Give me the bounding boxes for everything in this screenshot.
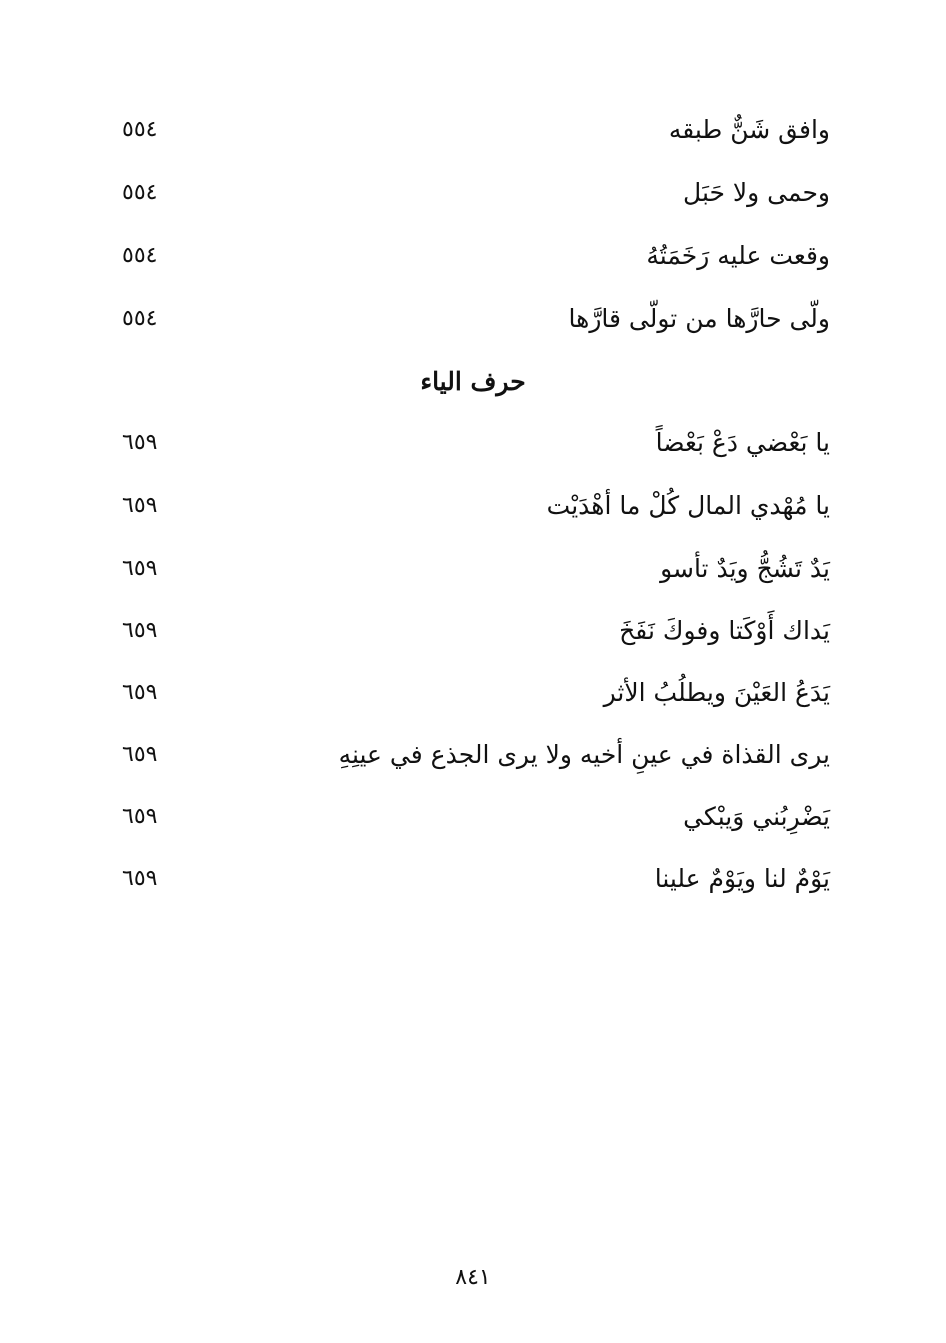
page-reference: ٦٥٩ — [122, 680, 158, 705]
index-entry — [110, 486, 830, 534]
page-reference: ٦٥٩ — [122, 804, 158, 829]
index-entry — [110, 859, 830, 907]
page-reference: ٦٥٩ — [122, 866, 158, 891]
proverb-text: يا مُهْدي المال كُلْ ما أهْدَيْت — [546, 491, 830, 520]
proverb-text: يَوْمٌ لنا ويَوْمٌ علينا — [654, 864, 830, 893]
proverb-text: يَدٌ تَشُجُّ ويَدٌ تأسو — [660, 554, 830, 583]
page-number: ٨٤١ — [455, 1265, 491, 1290]
page-reference: ٥٥٤ — [122, 243, 158, 268]
section-heading: حرف الياء — [420, 367, 526, 396]
proverb-text: وحمى ولا حَبَل — [683, 178, 830, 207]
proverb-text: يَضْرِبُني وَيبْكي — [683, 802, 830, 831]
page-reference: ٥٥٤ — [122, 180, 158, 205]
page-reference: ٦٥٩ — [122, 742, 158, 767]
index-entry — [110, 423, 830, 471]
index-entry — [110, 673, 830, 721]
index-entry — [110, 549, 830, 597]
page-reference: ٦٥٩ — [122, 493, 158, 518]
index-entry — [110, 110, 830, 158]
proverb-text: ولّى حارَّها من تولّى قارَّها — [568, 304, 830, 333]
index-entry — [110, 797, 830, 845]
index-entry — [110, 611, 830, 659]
proverb-text: يا بَعْضي دَعْ بَعْضاً — [655, 428, 830, 457]
proverb-text: يَدَعُ العَيْنَ ويطلُبُ الأثر — [603, 678, 830, 707]
index-entry — [110, 173, 830, 221]
page-reference: ٦٥٩ — [122, 430, 158, 455]
index-entry — [110, 299, 830, 347]
proverb-text: يَداك أَوْكَتا وفوكَ نَفَخَ — [619, 616, 830, 645]
page-reference: ٥٥٤ — [122, 306, 158, 331]
page-reference: ٦٥٩ — [122, 618, 158, 643]
proverb-text: وقعت عليه رَخَمَتُهُ — [646, 241, 830, 270]
index-entry — [110, 236, 830, 284]
page-reference: ٥٥٤ — [122, 117, 158, 142]
proverb-text: وافق شَنٌّ طبقه — [668, 115, 830, 144]
proverb-text: يرى القذاة في عينِ أخيه ولا يرى الجذع في عينِهِ — [338, 740, 830, 769]
index-entry — [110, 735, 830, 783]
page-reference: ٦٥٩ — [122, 556, 158, 581]
